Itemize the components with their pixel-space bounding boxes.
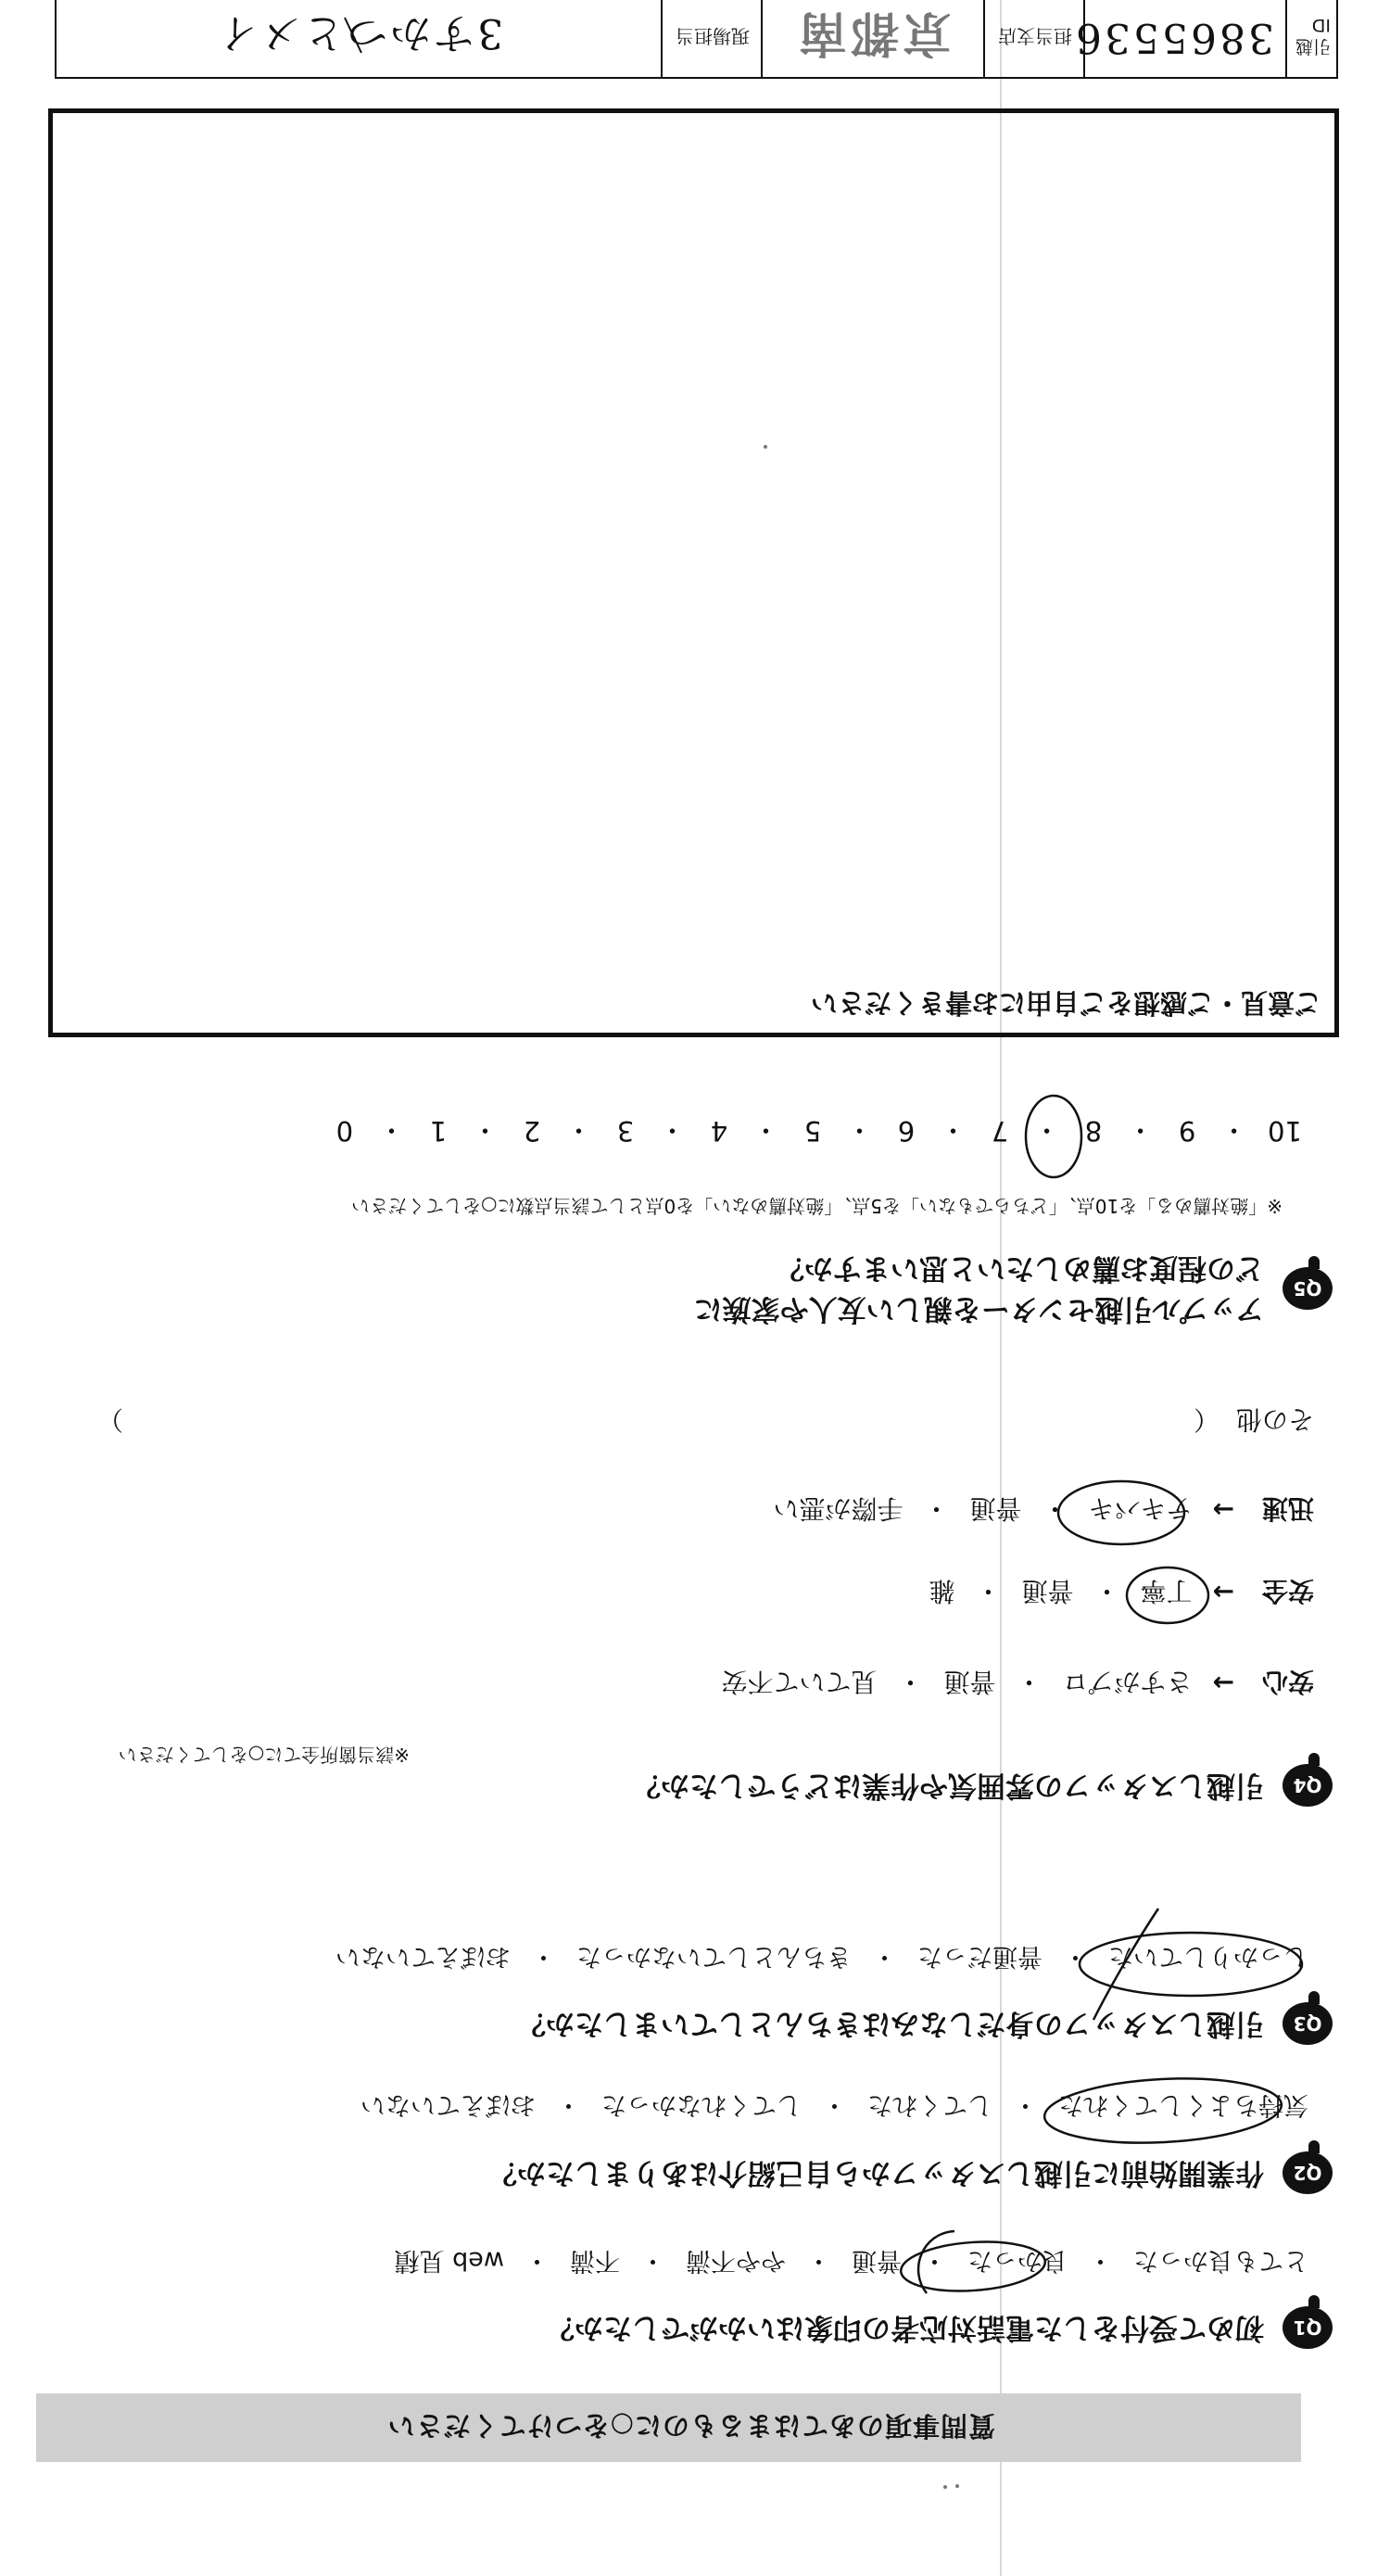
q3-option[interactable]: 普通だった [917,1942,1042,1971]
q4-option[interactable]: 見ていて不安 [721,1667,878,1697]
q1-option[interactable]: 良かった [967,2246,1068,2275]
q1-option[interactable]: やや不満 [686,2246,786,2275]
q1-text: 初めて受付をした電話対応者の印象はいかがでしたか？ [546,2311,1264,2344]
q4-option[interactable]: 丁寧 [1140,1576,1193,1606]
score-option[interactable]: 8 [1084,1115,1103,1148]
q1-options: とても良かった ・ 良かった ・ 普通 ・ やや不満 ・ 不満 ・ web 見積 [395,2245,1308,2281]
q4-row-label: 迅速 [1261,1493,1314,1524]
q4-note: ※該当箇所全てに○をしてください [118,1744,410,1766]
q4-option[interactable]: 雑 [929,1576,955,1606]
q1-option[interactable]: 普通 [852,2246,902,2275]
q4-option[interactable]: さすがプロ [1062,1667,1193,1697]
q3-option[interactable]: きちんとしていなかった [576,1942,852,1971]
q3-option[interactable]: しっかりしていた [1108,1942,1308,1971]
q3-option[interactable]: おぼえていない [335,1942,511,1971]
score-option[interactable]: 4 [710,1115,728,1148]
q4-badge: Q4 [1283,1764,1333,1807]
id-label: 引越 ID [1285,0,1336,77]
branch-stamp: 京都南 [761,0,983,77]
q1-option[interactable]: 不満 [570,2246,620,2275]
q4-option[interactable]: 普通 [969,1493,1022,1524]
q5-text-line2: どの程度お薦めしたいと思いますか？ [776,1251,1264,1285]
q4-anzen-circle-mark [1127,1567,1208,1623]
q4-other-label: その他 [1235,1404,1314,1435]
q5-text-line1: アップル引越センターを親しい友人や家族に [693,1292,1264,1326]
score-option[interactable]: 2 [523,1115,541,1148]
q4-row-anshin: 安心 → さすがプロ ・ 普通 ・ 見ていて不安 [721,1665,1314,1702]
q1-option[interactable]: web 見積 [394,2246,504,2275]
q1-option[interactable]: とても良かった [1133,2246,1308,2275]
q2-circle-mark [1042,2073,1283,2148]
score-option[interactable]: 0 [335,1115,354,1148]
q2-option[interactable]: してくれた [867,2090,992,2119]
q1-badge: Q1 [1283,2306,1333,2349]
score-option[interactable]: 3 [616,1115,635,1148]
q3-text: 引越しスタッフの身だしなみはきちんとしていましたか？ [517,2007,1264,2040]
instructions-text: 質問事項のあてはまるものに○をつけてください [386,2410,995,2443]
q4-row-anzen: 安全 → 丁寧 ・ 普通 ・ 雑 [929,1574,1314,1611]
q5-scale: 10 ・ 9 ・ 8 ・ 7 ・ 6 ・ 5 ・ 4 ・ 3 ・ 2 ・ 1 ・ 0 [332,1112,1302,1150]
leader-label: 現場担当 [661,0,761,77]
q5-score-circle-mark [1026,1096,1081,1177]
q4-option[interactable]: 普通 [943,1667,996,1697]
arrow-icon: → [1212,1668,1234,1699]
q4-row-jinsoku: 迅速 → テキパキ ・ 普通 ・ 手際が悪い [773,1491,1314,1529]
q2-options: 気持ちよくしてくれた ・ してくれた ・ してくれなかった ・ おぼえていない [360,2089,1308,2126]
score-option[interactable]: 9 [1178,1115,1196,1148]
q2-option[interactable]: おぼえていない [360,2090,536,2119]
q5-note: ※「絶対薦める」を10点、「どちらでもない」を5点、「絶対薦めない」を0点として該当点数に○をしてください [351,1195,1283,1217]
q4-other-open: （ [1193,1404,1219,1435]
q3-badge: Q3 [1283,2002,1333,2045]
q4-row-label: 安全 [1261,1576,1314,1606]
q4-other-close: ） [96,1404,123,1435]
q4-option[interactable]: 手際が悪い [773,1493,904,1524]
arrow-icon: → [1212,1577,1234,1608]
q1-circle-tail [918,2231,954,2293]
q3-options: しっかりしていた ・ 普通だった ・ きちんとしていなかった ・ おぼえていない [335,1941,1308,1977]
q3-circle-mark [1080,1933,1302,1996]
id-strip-pen-stroke [345,18,361,53]
comment-box-title: ご意見・ご感想をご自由にお書きください [810,987,1321,1019]
score-option[interactable]: 6 [897,1115,916,1148]
q4-jinsoku-circle-mark [1058,1481,1184,1544]
q2-text: 作業開始前に引越しスタッフから自己紹介はありましたか？ [488,2156,1264,2189]
q4-option[interactable]: テキパキ [1088,1493,1193,1524]
score-option[interactable]: 5 [803,1115,822,1148]
branch-label: 担当支店 [983,0,1083,77]
score-option[interactable]: 10 [1268,1115,1302,1148]
score-option[interactable]: 7 [991,1115,1009,1148]
q4-text: 引越しスタッフの雰囲気や作業はどうでしたか？ [632,1769,1264,1802]
q4-row-label: 安心 [1261,1667,1314,1697]
leader-handwritten: 3すかつとメイ [213,9,504,57]
q3-check-mark [1093,1909,1158,2020]
q2-option[interactable]: 気持ちよくしてくれた [1058,2090,1308,2119]
q2-badge: Q2 [1283,2151,1333,2194]
q2-option[interactable]: してくれなかった [601,2090,802,2119]
score-option[interactable]: 1 [429,1115,448,1148]
q4-option[interactable]: 普通 [1021,1576,1074,1606]
q5-badge: Q5 [1283,1267,1333,1310]
id-value: 3865536 [1083,0,1285,77]
arrow-icon: → [1212,1494,1234,1526]
